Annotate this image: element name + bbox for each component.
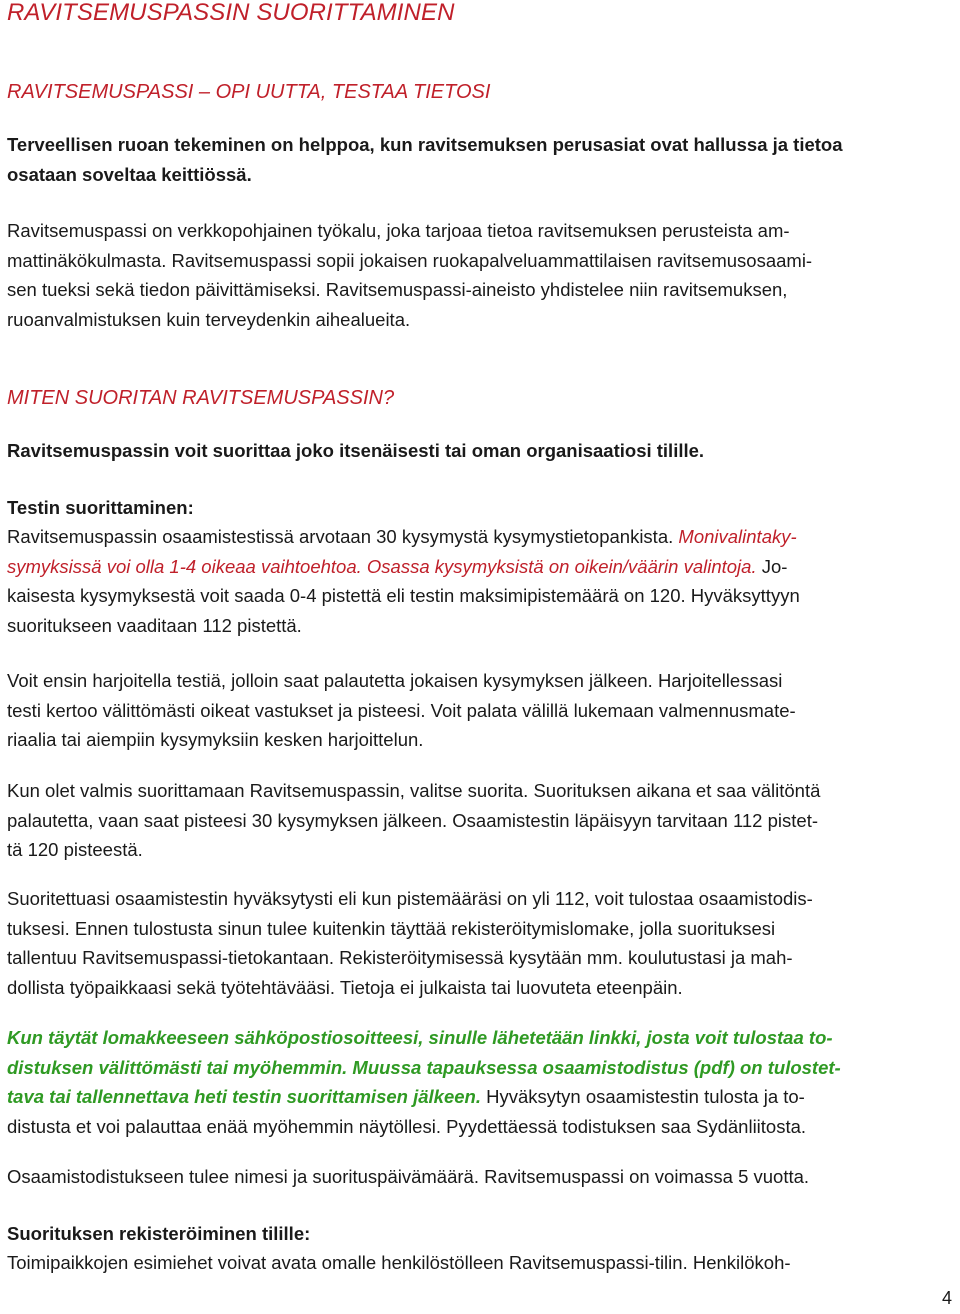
- subheading-test: Testin suorittaminen:: [7, 497, 194, 518]
- text-line: Suoritettuasi osaamistestin hyväksytysti eli kun pistemääräsi on yli 112, voit tulostaa osaamistodis-: [7, 888, 813, 909]
- text-run: Hyväksytyn osaamistestin tulosta ja to-: [480, 1086, 805, 1107]
- text-line: osataan soveltaa keittiössä.: [7, 163, 252, 185]
- section-lead: Ravitsemuspassin voit suorittaa joko itsenäisesti tai oman organisaatiosi tilille.: [7, 440, 705, 461]
- practice-paragraph: [7, 666, 953, 755]
- text-line: kaisesta kysymyksestä voit saada 0-4 pistettä eli testin maksimipistemäärä on 120. Hyväksyttyyn: [7, 585, 800, 606]
- text-run: Jo-: [756, 555, 788, 577]
- description-paragraph: [7, 216, 953, 334]
- text-line: tä 120 pisteestä.: [7, 839, 143, 860]
- text-line: dollista työpaikkaasi sekä työtehtävääsi. Tietoja ei julkaista tai luovuteta eteenpäin.: [7, 976, 683, 998]
- text-line: palautetta, vaan saat pisteesi 30 kysymyksen jälkeen. Osaamistestin läpäisyyn tarvitaan 112 pistet-: [7, 809, 818, 831]
- highlight-text: Kun täytät lomakkeeseen sähköpostiosoitteesi, sinulle lähetetään linkki, josta voit tulostaa to-: [7, 1027, 833, 1048]
- section-heading-passi: RAVITSEMUSPASSI – OPI UUTTA, TESTAA TIETOSI: [7, 81, 491, 103]
- page-number: 4: [941, 1288, 952, 1308]
- text-line: Ravitsemuspassi on verkkopohjainen työkalu, joka tarjoaa tietoa ravitsemuksen perusteista am-: [7, 220, 790, 241]
- text-line: testi kertoo välittömästi oikeat vastukset ja pisteesi. Voit palata välillä lukemaan valmennusmate-: [7, 699, 796, 721]
- text-line: Terveellisen ruoan tekeminen on helppoa, kun ravitsemuksen perusasiat ovat hallussa ja tietoa: [7, 134, 843, 155]
- text-line: Kun olet valmis suorittamaan Ravitsemuspassin, valitse suorita. Suorituksen aikana et saa välitöntä: [7, 780, 821, 801]
- text-line: tallentuu Ravitsemuspassi-tietokantaan. Rekisteröitymisessä kysytään mm. koulutustasi ja mah-: [7, 947, 793, 968]
- ready-paragraph: [7, 776, 953, 865]
- intro-paragraph: [7, 130, 953, 189]
- text-line: sen tueksi sekä tiedon päivittämiseksi. Ravitsemuspassi-aineisto yhdistelee niin ravitsemuksen,: [7, 279, 788, 300]
- text-line: ruoanvalmistuksen kuin terveydenkin aihealueita.: [7, 308, 411, 330]
- section-heading-how: MITEN SUORITAN RAVITSEMUSPASSIN?: [7, 387, 395, 409]
- text-line: distusta et voi palauttaa enää myöhemmin näytöllesi. Pyydettäessä todistuksen saa Sydänliitosta.: [7, 1115, 807, 1137]
- highlight-text: tava tai tallennettava heti testin suorittamisen jälkeen.: [7, 1086, 481, 1107]
- registration-paragraph: Toimipaikkojen esimiehet voivat avata omalle henkilöstölleen Ravitsemuspassi-tilin. Henkilökoh-: [7, 1252, 791, 1273]
- text-run: Ravitsemuspassin osaamistestissä arvotaan 30 kysymystä kysymystietopankista.: [7, 526, 679, 547]
- text-line: Voit ensin harjoitella testiä, jolloin saat palautetta jokaisen kysymyksen jälkeen. Harjoitellessasi: [7, 670, 783, 691]
- text-line: suoritukseen vaaditaan 112 pistettä.: [7, 614, 302, 636]
- text-line: tuksesi. Ennen tulostusta sinun tulee kuitenkin täyttää rekisteröitymislomake, jolla suorituksesi: [7, 917, 776, 939]
- text-line: mattinäkökulmasta. Ravitsemuspassi sopii jokaisen ruokapalveluammattilaisen ravitsemusosaami-: [7, 249, 813, 271]
- text-line: [7, 1082, 953, 1112]
- text-line: [7, 552, 953, 582]
- highlight-text: Monivalintaky-: [678, 526, 797, 547]
- passed-paragraph: [7, 884, 953, 1002]
- highlight-text: Osassa kysymyksistä on oikein/väärin valintoja.: [366, 555, 757, 577]
- highlight-text: distuksen välittömästi tai myöhemmin. Muussa tapauksessa osaamistodistus (pdf) on tulostet-: [7, 1056, 841, 1078]
- certificate-paragraph: Osaamistodistukseen tulee nimesi ja suorituspäivämäärä. Ravitsemuspassi on voimassa 5 vuotta.: [7, 1166, 810, 1187]
- email-paragraph: [7, 1023, 953, 1141]
- highlight-text: symyksissä voi olla 1-4 oikeaa vaihtoehtoa.: [7, 555, 362, 577]
- text-line: riaalia tai aiempiin kysymyksiin kesken harjoittelun.: [7, 729, 424, 750]
- text-line: [7, 522, 953, 552]
- subheading-registration: Suorituksen rekisteröiminen tilille:: [7, 1223, 311, 1244]
- page-title: RAVITSEMUSPASSIN SUORITTAMINEN: [7, 0, 455, 26]
- test-paragraph: [7, 522, 953, 640]
